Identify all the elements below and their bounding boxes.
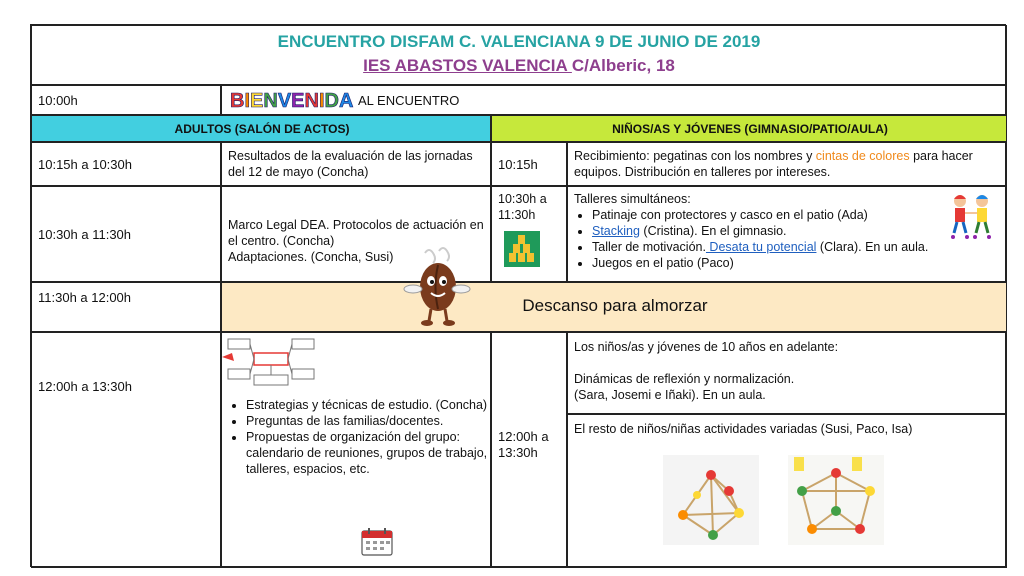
adults-row4-list <box>228 397 490 477</box>
adults-row1-text: Resultados de la evaluación de las jornadas del 12 de mayo (Concha) <box>228 149 473 179</box>
desata-potencial-link[interactable]: Desata tu potencial <box>705 240 817 254</box>
adults-bullet-3: • Propuestas de organización del grupo: calendario de reuniones, grupos de trabajo, talleres, espacios, etc. <box>246 429 490 477</box>
break-cell <box>221 282 1007 332</box>
kids-row2-time-cell <box>491 186 567 282</box>
break-time-cell <box>31 282 221 332</box>
kids-row2-intro: Talleres simultáneos: <box>574 192 691 206</box>
kids-row4-top-cell <box>567 332 1007 414</box>
adults-header-label: ADULTOS (SALÓN DE ACTOS) <box>174 122 350 136</box>
kids-row4-top-l2: Dinámicas de reflexión y normalización. <box>574 372 795 386</box>
kids-row4-time-cell <box>491 332 567 568</box>
adults-row2-time-cell <box>31 186 221 282</box>
concept-map-icon <box>222 331 322 389</box>
venue-line <box>32 56 1006 76</box>
kids-header <box>491 115 1007 142</box>
adults-row1-time-cell <box>31 142 221 186</box>
welcome-time-cell <box>31 85 221 115</box>
workshop-motivation <box>592 239 1004 255</box>
kids-row1-text <box>574 148 1004 180</box>
kids-row4-bottom-cell <box>567 414 1007 568</box>
stacking-link[interactable]: Stacking <box>592 224 640 238</box>
venue-name: IES ABASTOS VALENCIA <box>363 56 572 75</box>
kids-row4-top-l3: (Sara, Josemi e Iñaki). En un aula. <box>574 388 766 402</box>
venue-address: C/Alberic, 18 <box>571 56 675 75</box>
adults-row4-time: 12:00h a 13:30h <box>38 379 132 394</box>
workshop-stacking <box>592 223 1004 239</box>
adults-row2-line2: Adaptaciones. (Concha, Susi) <box>228 250 394 264</box>
adults-bullet-1: • Estrategias y técnicas de estudio. (Concha) <box>246 397 490 413</box>
adults-row4-cell <box>221 332 491 568</box>
adults-bullet-2: • Preguntas de las familias/docentes. <box>246 413 490 429</box>
toothpick-structure-photo-1 <box>663 455 759 545</box>
workshop-games: • Juegos en el patio (Paco) <box>592 255 1004 271</box>
kids-row4-top-l1: Los niños/as y jóvenes de 10 años en adelante: <box>574 340 839 354</box>
kids-row1-time-cell <box>491 142 567 186</box>
adults-row1-time: 10:15h a 10:30h <box>38 157 132 172</box>
adults-row2-line1: Marco Legal DEA. Protocolos de actuación en el centro. (Concha) <box>228 218 484 248</box>
schedule-table <box>30 24 1006 567</box>
welcome-cell <box>221 85 1007 115</box>
kids-row4-time: 12:00h a 13:30h <box>498 429 549 460</box>
welcome-wordart <box>230 88 354 112</box>
kids-row1-text-b: para hacer equipos. Distribución en talleres por intereses. <box>574 149 973 179</box>
kids-row1-highlight: cintas de colores <box>815 149 910 163</box>
kids-header-label: NIÑOS/AS Y JÓVENES (GIMNASIO/PATIO/AULA) <box>612 122 888 136</box>
skating-kids-illustration <box>946 191 996 241</box>
title-cell <box>31 25 1007 85</box>
welcome-time: 10:00h <box>38 93 78 108</box>
kids-row2-cell <box>567 186 1007 282</box>
workshop-stacking-rest: (Cristina). En el gimnasio. <box>639 224 787 238</box>
adults-row2-time: 10:30h a 11:30h <box>38 227 132 242</box>
workshop-skating: • Patinaje con protectores y casco en el patio (Ada) <box>592 207 1004 223</box>
break-label: Descanso para almorzar <box>522 296 708 315</box>
adults-row4-time-cell <box>31 332 221 568</box>
coffee-bean-mascot-icon <box>403 247 473 327</box>
kids-row1-text-a: Recibimiento: pegatinas con los nombres y <box>574 149 816 163</box>
toothpick-structure-photo-2 <box>788 455 884 545</box>
page-title: ENCUENTRO DISFAM C. VALENCIANA 9 DE JUNIO DE 2019 <box>277 32 761 51</box>
svg-text:BIENVENIDA: BIENVENIDA <box>230 90 354 112</box>
kids-row1-time: 10:15h <box>498 157 538 172</box>
adults-row1-cell <box>221 142 491 186</box>
kids-row2-time: 10:30h a 11:30h <box>498 192 547 222</box>
kids-row4-bottom-text: El resto de niños/niñas actividades variadas (Susi, Paco, Isa) <box>574 422 913 436</box>
break-time: 11:30h a 12:00h <box>38 290 132 305</box>
kids-row1-cell <box>567 142 1007 186</box>
workshop-motivation-rest: (Clara). En un aula. <box>816 240 929 254</box>
kids-row2-list <box>574 207 1004 271</box>
workshop-motivation-a: Taller de motivación. <box>592 240 706 254</box>
welcome-wordart-text: BIENVENIDA <box>230 88 237 89</box>
adults-header <box>31 115 491 142</box>
stacking-cups-icon <box>504 231 540 267</box>
calendar-icon <box>360 527 394 557</box>
welcome-text: AL ENCUENTRO <box>358 93 460 108</box>
